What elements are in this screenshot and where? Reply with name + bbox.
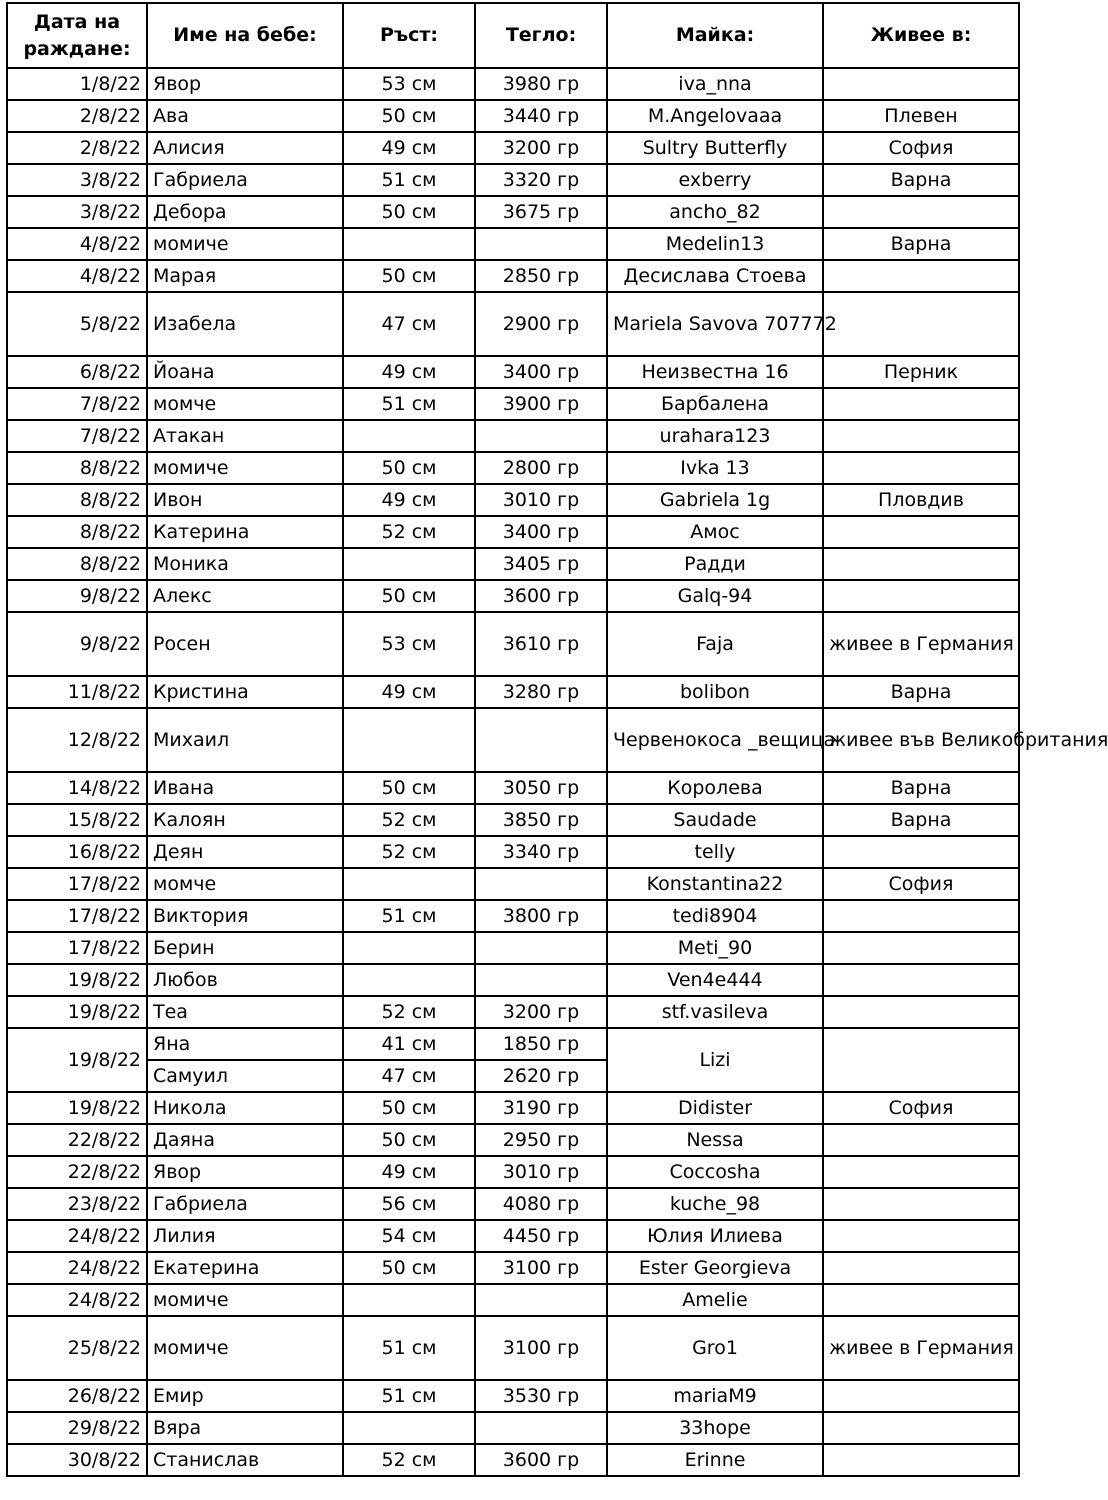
table-row [7,196,1019,228]
baby-name: Михаил [147,708,343,772]
table-row [7,612,1019,676]
lives-in [823,1124,1019,1156]
birth-date: 17/8/22 [7,868,147,900]
baby-height [343,708,475,772]
baby-height: 50 см [343,580,475,612]
baby-name: Ава [147,100,343,132]
mother-name: Ester Georgieva [607,1252,823,1284]
lives-in [823,836,1019,868]
baby-name: Деян [147,836,343,868]
mother-name: Konstantina22 [607,868,823,900]
table-row [7,1092,1019,1124]
table-row [7,996,1019,1028]
table-row [7,452,1019,484]
lives-in [823,388,1019,420]
mother-name: Gabriela 1g [607,484,823,516]
mother-name: bolibon [607,676,823,708]
mother-name: Galq-94 [607,580,823,612]
table-row [7,1412,1019,1444]
baby-height: 50 см [343,260,475,292]
birth-date: 8/8/22 [7,484,147,516]
lives-in: Перник [823,356,1019,388]
baby-weight [475,1412,607,1444]
birth-date: 4/8/22 [7,228,147,260]
baby-name: момиче [147,1284,343,1316]
lives-in [823,932,1019,964]
baby-weight: 3850 гр [475,804,607,836]
baby-name: Любов [147,964,343,996]
baby-height: 51 см [343,900,475,932]
header-row [7,3,1019,68]
mother-name: Барбалена [607,388,823,420]
birth-date: 23/8/22 [7,1188,147,1220]
lives-in [823,964,1019,996]
mother-name: Ivka 13 [607,452,823,484]
table-row [7,516,1019,548]
baby-name: Яна [147,1028,343,1060]
baby-height: 47 см [343,1060,475,1092]
baby-name: Габриела [147,164,343,196]
mother-name: Юлия Илиева [607,1220,823,1252]
baby-height [343,228,475,260]
baby-weight: 3675 гр [475,196,607,228]
baby-name: Моника [147,548,343,580]
table-row [7,708,1019,772]
birth-date: 2/8/22 [7,100,147,132]
baby-weight: 3200 гр [475,996,607,1028]
baby-name: Алекс [147,580,343,612]
baby-height: 50 см [343,1124,475,1156]
baby-name: момче [147,388,343,420]
birth-date: 12/8/22 [7,708,147,772]
baby-weight: 2900 гр [475,292,607,356]
baby-name: Даяна [147,1124,343,1156]
baby-weight [475,964,607,996]
table-row [7,676,1019,708]
baby-weight: 3340 гр [475,836,607,868]
birth-date: 17/8/22 [7,900,147,932]
baby-name: Ивон [147,484,343,516]
baby-height: 49 см [343,132,475,164]
lives-in: София [823,132,1019,164]
baby-weight: 1850 гр [475,1028,607,1060]
lives-in [823,420,1019,452]
table-row [7,1124,1019,1156]
baby-weight: 3530 гр [475,1380,607,1412]
baby-height: 49 см [343,356,475,388]
mother-name: Mariela Savova 707772 [607,292,823,356]
baby-height: 49 см [343,484,475,516]
table-row [7,772,1019,804]
baby-name: Катерина [147,516,343,548]
birth-date: 4/8/22 [7,260,147,292]
baby-height: 51 см [343,388,475,420]
mother-name: Амос [607,516,823,548]
birth-date: 3/8/22 [7,164,147,196]
baby-weight: 3440 гр [475,100,607,132]
baby-height: 50 см [343,196,475,228]
table-row [7,1028,1019,1060]
baby-weight: 3800 гр [475,900,607,932]
birth-date: 29/8/22 [7,1412,147,1444]
mother-name: Королева [607,772,823,804]
mother-name: 33hope [607,1412,823,1444]
baby-height [343,932,475,964]
birth-date: 30/8/22 [7,1444,147,1476]
birth-date: 8/8/22 [7,516,147,548]
baby-height: 47 см [343,292,475,356]
birth-date: 19/8/22 [7,1028,147,1092]
lives-in [823,1252,1019,1284]
mother-name: ancho_82 [607,196,823,228]
mother-name: kuche_98 [607,1188,823,1220]
baby-height: 52 см [343,804,475,836]
baby-weight: 2620 гр [475,1060,607,1092]
baby-name: Явор [147,68,343,100]
birth-date: 8/8/22 [7,548,147,580]
table-row [7,228,1019,260]
baby-weight: 4450 гр [475,1220,607,1252]
mother-name: urahara123 [607,420,823,452]
baby-weight: 2950 гр [475,1124,607,1156]
lives-in [823,1380,1019,1412]
table-row [7,260,1019,292]
birth-date: 1/8/22 [7,68,147,100]
baby-weight [475,932,607,964]
baby-weight: 3610 гр [475,612,607,676]
table-row [7,580,1019,612]
baby-weight: 3200 гр [475,132,607,164]
mother-name: Meti_90 [607,932,823,964]
baby-name: Самуил [147,1060,343,1092]
lives-in [823,68,1019,100]
birth-date: 22/8/22 [7,1124,147,1156]
baby-name: Берин [147,932,343,964]
table-row [7,356,1019,388]
table-row [7,1188,1019,1220]
table-row [7,164,1019,196]
baby-height: 41 см [343,1028,475,1060]
table-row [7,868,1019,900]
baby-name: момиче [147,1316,343,1380]
birth-date: 15/8/22 [7,804,147,836]
baby-height: 51 см [343,1380,475,1412]
lives-in [823,516,1019,548]
baby-weight: 3320 гр [475,164,607,196]
lives-in [823,996,1019,1028]
baby-name: Дебора [147,196,343,228]
baby-weight: 3400 гр [475,356,607,388]
table-row [7,1316,1019,1380]
baby-weight [475,868,607,900]
baby-name: Емир [147,1380,343,1412]
table-row [7,132,1019,164]
birth-date: 17/8/22 [7,932,147,964]
baby-height: 50 см [343,1092,475,1124]
mother-name: Десислава Стоева [607,260,823,292]
baby-height: 51 см [343,164,475,196]
mother-name: Coccosha [607,1156,823,1188]
lives-in [823,900,1019,932]
baby-weight [475,708,607,772]
baby-weight: 2800 гр [475,452,607,484]
birth-date: 14/8/22 [7,772,147,804]
baby-name: Теа [147,996,343,1028]
header-name: Име на бебе: [147,3,343,68]
table-row [7,964,1019,996]
baby-height [343,420,475,452]
baby-name: Алисия [147,132,343,164]
baby-name: Калоян [147,804,343,836]
baby-height: 50 см [343,1252,475,1284]
table-row [7,932,1019,964]
mother-name: exberry [607,164,823,196]
baby-name: Вяра [147,1412,343,1444]
lives-in: живее във Великобритания [823,708,1019,772]
lives-in [823,1188,1019,1220]
baby-height: 50 см [343,100,475,132]
baby-height: 53 см [343,68,475,100]
birth-date: 6/8/22 [7,356,147,388]
birth-date: 9/8/22 [7,580,147,612]
lives-in: Пловдив [823,484,1019,516]
table-row [7,548,1019,580]
birth-date: 7/8/22 [7,420,147,452]
birth-date: 11/8/22 [7,676,147,708]
lives-in [823,1444,1019,1476]
baby-name: Ивана [147,772,343,804]
baby-height: 52 см [343,1444,475,1476]
baby-weight: 3600 гр [475,1444,607,1476]
birth-date: 19/8/22 [7,996,147,1028]
mother-name: Didister [607,1092,823,1124]
lives-in: живее в Германия [823,1316,1019,1380]
birth-date: 22/8/22 [7,1156,147,1188]
mother-name: Lizi [607,1028,823,1092]
birth-date: 19/8/22 [7,1092,147,1124]
baby-name: Изабела [147,292,343,356]
baby-name: Лилия [147,1220,343,1252]
table-row [7,68,1019,100]
lives-in [823,548,1019,580]
mother-name: Medelin13 [607,228,823,260]
mother-name: M.Angelovaaa [607,100,823,132]
mother-name: Sultry Butterfly [607,132,823,164]
table-row [7,836,1019,868]
baby-name: Явор [147,1156,343,1188]
baby-height [343,964,475,996]
baby-weight [475,1284,607,1316]
lives-in: София [823,1092,1019,1124]
baby-weight: 3100 гр [475,1252,607,1284]
table-row [7,1156,1019,1188]
table-row [7,292,1019,356]
baby-height: 50 см [343,452,475,484]
lives-in: Варна [823,772,1019,804]
birth-date: 25/8/22 [7,1316,147,1380]
header-weight: Тегло: [475,3,607,68]
lives-in [823,580,1019,612]
birth-date: 9/8/22 [7,612,147,676]
baby-height: 52 см [343,516,475,548]
baby-name: Кристина [147,676,343,708]
table-row [7,1220,1019,1252]
lives-in: София [823,868,1019,900]
baby-height: 54 см [343,1220,475,1252]
lives-in [823,1220,1019,1252]
mother-name: iva_nna [607,68,823,100]
header-lives: Живее в: [823,3,1019,68]
mother-name: Amelie [607,1284,823,1316]
baby-name: момче [147,868,343,900]
baby-name: момиче [147,452,343,484]
baby-name: Росен [147,612,343,676]
baby-weight [475,228,607,260]
mother-name: telly [607,836,823,868]
mother-name: Неизвестна 16 [607,356,823,388]
lives-in: Варна [823,164,1019,196]
baby-weight: 3010 гр [475,484,607,516]
mother-name: Радди [607,548,823,580]
baby-height [343,1412,475,1444]
birth-date: 24/8/22 [7,1284,147,1316]
mother-name: Gro1 [607,1316,823,1380]
mother-name: stf.vasileva [607,996,823,1028]
baby-name: Никола [147,1092,343,1124]
lives-in [823,1156,1019,1188]
baby-weight: 3100 гр [475,1316,607,1380]
baby-height: 51 см [343,1316,475,1380]
mother-name: Червенокоса _вещица [607,708,823,772]
baby-weight: 3280 гр [475,676,607,708]
baby-weight: 3980 гр [475,68,607,100]
table-row [7,804,1019,836]
births-table [6,2,1108,1477]
baby-name: Атакан [147,420,343,452]
mother-name: Ven4e444 [607,964,823,996]
birth-date: 5/8/22 [7,292,147,356]
baby-height: 53 см [343,612,475,676]
mother-name: Erinne [607,1444,823,1476]
baby-name: Йоана [147,356,343,388]
lives-in [823,292,1019,356]
baby-weight: 3900 гр [475,388,607,420]
header-mother: Майка: [607,3,823,68]
birth-date: 19/8/22 [7,964,147,996]
table-row [7,1444,1019,1476]
baby-weight: 3405 гр [475,548,607,580]
lives-in [823,1284,1019,1316]
table-row [7,1380,1019,1412]
baby-height: 52 см [343,836,475,868]
mother-name: tedi8904 [607,900,823,932]
table-row [7,420,1019,452]
mother-name: Saudade [607,804,823,836]
baby-weight: 3600 гр [475,580,607,612]
lives-in [823,452,1019,484]
baby-name: Габриела [147,1188,343,1220]
lives-in [823,196,1019,228]
baby-height [343,1284,475,1316]
baby-name: Екатерина [147,1252,343,1284]
birth-date: 26/8/22 [7,1380,147,1412]
table-row [7,484,1019,516]
baby-weight: 3400 гр [475,516,607,548]
baby-height: 49 см [343,1156,475,1188]
baby-weight: 3010 гр [475,1156,607,1188]
baby-height: 56 см [343,1188,475,1220]
baby-name: Станислав [147,1444,343,1476]
table-body [7,68,1108,1476]
baby-weight: 3050 гр [475,772,607,804]
birth-date: 3/8/22 [7,196,147,228]
baby-weight [475,420,607,452]
table-row [7,388,1019,420]
baby-weight: 4080 гр [475,1188,607,1220]
baby-weight: 2850 гр [475,260,607,292]
header-date: Дата на раждане: [7,3,147,68]
baby-name: Марая [147,260,343,292]
baby-height: 50 см [343,772,475,804]
mother-name: mariaM9 [607,1380,823,1412]
baby-height [343,548,475,580]
table-header [7,3,1019,68]
baby-weight: 3190 гр [475,1092,607,1124]
lives-in [823,260,1019,292]
table-row [7,1284,1019,1316]
table-row [7,100,1019,132]
birth-date: 16/8/22 [7,836,147,868]
baby-height [343,868,475,900]
birth-date: 24/8/22 [7,1252,147,1284]
lives-in: Варна [823,804,1019,836]
table-row [7,900,1019,932]
header-height: Ръст: [343,3,475,68]
lives-in: Варна [823,228,1019,260]
baby-height: 52 см [343,996,475,1028]
birth-date: 8/8/22 [7,452,147,484]
mother-name: Nessa [607,1124,823,1156]
mother-name: Faja [607,612,823,676]
lives-in: Варна [823,676,1019,708]
lives-in [823,1028,1019,1092]
baby-name: момиче [147,228,343,260]
birth-date: 7/8/22 [7,388,147,420]
baby-name: Виктория [147,900,343,932]
birth-date: 24/8/22 [7,1220,147,1252]
lives-in: живее в Германия [823,612,1019,676]
table-row [7,1252,1019,1284]
birth-date: 2/8/22 [7,132,147,164]
lives-in: Плевен [823,100,1019,132]
lives-in [823,1412,1019,1444]
baby-height: 49 см [343,676,475,708]
